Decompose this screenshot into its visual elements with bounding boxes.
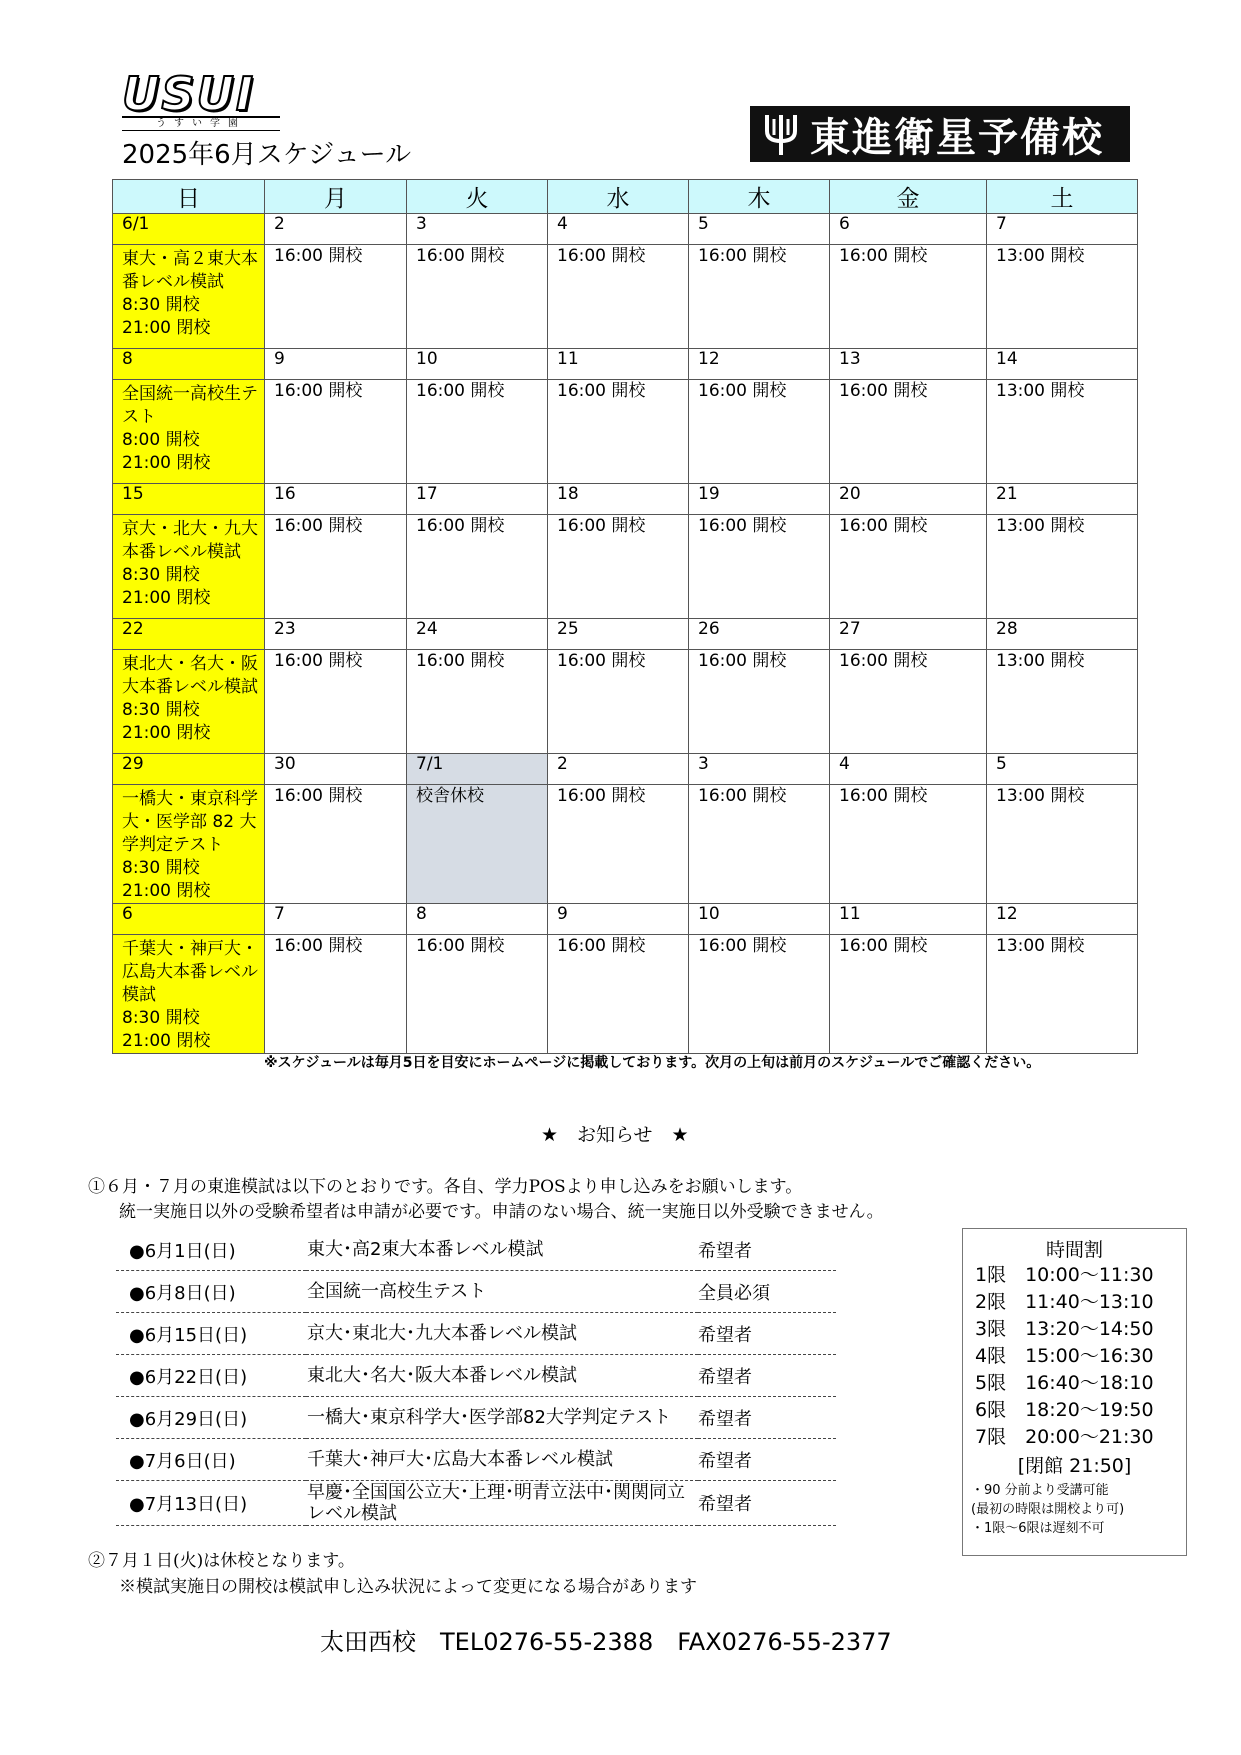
calendar-date: 11: [830, 904, 987, 935]
calendar-entry: 千葉大・神戸大・広島大本番レベル模試 8:30 開校 21:00 閉校: [113, 935, 265, 1054]
calendar-entry: 16:00 開校: [830, 245, 987, 349]
exam-date: ●6月29日(日): [116, 1397, 306, 1439]
exam-row: [116, 1481, 836, 1526]
calendar-entry: 京大・北大・九大本番レベル模試 8:30 開校 21:00 閉校: [113, 515, 265, 619]
calendar-entry: 16:00 開校: [830, 935, 987, 1054]
calendar-entry: 16:00 開校: [265, 245, 407, 349]
calendar-date: 2: [548, 754, 689, 785]
usui-logo-subtext: うすい学園: [122, 116, 280, 131]
schedule-note: ※スケジュールは毎月5日を目安にホームページに掲載しております。次月の上旬は前月のスケジュールでご確認ください。: [264, 1055, 1041, 1071]
calendar-date: 9: [265, 349, 407, 380]
exam-row: [116, 1439, 836, 1481]
page-title: 2025年6月スケジュール: [122, 140, 412, 170]
calendar-entry: 16:00 開校: [548, 935, 689, 1054]
calendar-date: 26: [689, 619, 830, 650]
calendar-entry: 全国統一高校生テスト 8:00 開校 21:00 閉校: [113, 380, 265, 484]
timetable-closing: [閉館 21:50]: [1017, 1455, 1132, 1477]
calendar-date: 6: [830, 214, 987, 245]
exam-date: ●6月15日(日): [116, 1313, 306, 1355]
calendar-date: 8: [407, 904, 548, 935]
trident-icon: [758, 111, 804, 157]
calendar-entry: 16:00 開校: [689, 515, 830, 619]
calendar-date-row: [113, 484, 1138, 515]
calendar-entry: 16:00 開校: [689, 650, 830, 754]
exam-target: 希望者: [698, 1229, 836, 1271]
calendar-entry: 校舎休校: [407, 785, 548, 904]
weekday-tue: 火: [407, 180, 548, 214]
calendar-date: 2: [265, 214, 407, 245]
calendar-date: 28: [987, 619, 1138, 650]
calendar-entry: 16:00 開校: [689, 785, 830, 904]
exam-name: 全国統一高校生テスト: [306, 1271, 698, 1313]
usui-logo: [122, 67, 282, 131]
calendar-date: 6/1: [113, 214, 265, 245]
calendar-date: 14: [987, 349, 1138, 380]
calendar-date: 30: [265, 754, 407, 785]
calendar-entry: 16:00 開校: [689, 935, 830, 1054]
calendar-entry: 一橋大・東京科学大・医学部 82 大学判定テスト 8:30 開校 21:00 閉校: [113, 785, 265, 904]
calendar-date: 3: [407, 214, 548, 245]
usui-logo-text: USUI: [122, 67, 255, 121]
exam-name: 京大･東北大･九大本番レベル模試: [306, 1313, 698, 1355]
calendar-entry: 16:00 開校: [548, 785, 689, 904]
calendar-date: 18: [548, 484, 689, 515]
calendar-entry: 16:00 開校: [407, 650, 548, 754]
calendar-entry: 16:00 開校: [548, 515, 689, 619]
calendar-entry: 16:00 開校: [265, 785, 407, 904]
calendar-entry: 16:00 開校: [548, 245, 689, 349]
exam-list: [116, 1229, 836, 1526]
exam-target: 希望者: [698, 1313, 836, 1355]
calendar-date: 17: [407, 484, 548, 515]
calendar-date: 8: [113, 349, 265, 380]
calendar-date: 27: [830, 619, 987, 650]
calendar-date: 20: [830, 484, 987, 515]
weekday-wed: 水: [548, 180, 689, 214]
timetable-period: 3限 13:20～14:50: [975, 1318, 1154, 1340]
notice-2-line-2: ※模試実施日の開校は模試申し込み状況によって変更になる場合があります: [119, 1577, 697, 1597]
exam-name: 一橋大･東京科学大･医学部82大学判定テスト: [306, 1397, 698, 1439]
exam-date: ●7月6日(日): [116, 1439, 306, 1481]
calendar-entry: 16:00 開校: [830, 650, 987, 754]
toshin-logo: [750, 106, 1130, 162]
exam-name: 早慶･全国国公立大･上理･明青立法中･関関同立レベル模試: [306, 1481, 698, 1526]
calendar-date: 10: [407, 349, 548, 380]
calendar-entry: 16:00 開校: [407, 935, 548, 1054]
calendar-date: 23: [265, 619, 407, 650]
calendar-entry-row: [113, 785, 1138, 904]
calendar-entry-row: [113, 935, 1138, 1054]
weekday-fri: 金: [830, 180, 987, 214]
calendar-date: 5: [987, 754, 1138, 785]
calendar-entry-row: [113, 515, 1138, 619]
calendar-date: 16: [265, 484, 407, 515]
calendar-date: 25: [548, 619, 689, 650]
calendar-date: 4: [830, 754, 987, 785]
calendar-date-row: [113, 349, 1138, 380]
exam-name: 東北大･名大･阪大本番レベル模試: [306, 1355, 698, 1397]
calendar-entry: 東北大・名大・阪大本番レベル模試 8:30 開校 21:00 閉校: [113, 650, 265, 754]
calendar-entry: 16:00 開校: [407, 245, 548, 349]
notice-title: ★ お知らせ ★: [541, 1124, 689, 1146]
timetable-note: (最初の時限は開校より可): [971, 1502, 1125, 1517]
exam-date: ●6月22日(日): [116, 1355, 306, 1397]
notice-1: [88, 1175, 884, 1225]
calendar-entry: 16:00 開校: [265, 380, 407, 484]
calendar-entry: 16:00 開校: [265, 650, 407, 754]
calendar-table: [112, 179, 1138, 1054]
notice-1-line-1: ①６月・７月の東進模試は以下のとおりです。各自、学力POSより申し込みをお願いします。: [88, 1177, 803, 1197]
calendar-date: 11: [548, 349, 689, 380]
calendar-date: 7/1: [407, 754, 548, 785]
exam-date: ●6月1日(日): [116, 1229, 306, 1271]
exam-target: 希望者: [698, 1355, 836, 1397]
calendar-entry: 16:00 開校: [830, 515, 987, 619]
calendar-entry: 東大・高２東大本番レベル模試 8:30 開校 21:00 閉校: [113, 245, 265, 349]
timetable-period: 1限 10:00～11:30: [975, 1264, 1154, 1286]
calendar-date: 19: [689, 484, 830, 515]
timetable-note: ・1限～6限は遅刻不可: [971, 1521, 1105, 1536]
calendar-date: 22: [113, 619, 265, 650]
timetable-title: 時間割: [1045, 1239, 1103, 1261]
notice-1-line-2: 統一実施日以外の受験希望者は申請が必要です。申請のない場合、統一実施日以外受験できません。: [119, 1202, 884, 1222]
exam-target: 希望者: [698, 1481, 836, 1526]
calendar-entry: 16:00 開校: [407, 515, 548, 619]
timetable-period: 4限 15:00～16:30: [975, 1345, 1154, 1367]
calendar-date: 12: [987, 904, 1138, 935]
calendar-entry: 13:00 開校: [987, 245, 1138, 349]
calendar-entry: 13:00 開校: [987, 785, 1138, 904]
notice-2: [88, 1548, 697, 1600]
weekday-sun: 日: [113, 180, 265, 214]
calendar-date: 7: [265, 904, 407, 935]
calendar-entry: 13:00 開校: [987, 935, 1138, 1054]
exam-date: ●7月13日(日): [116, 1481, 306, 1526]
calendar-entry: 16:00 開校: [548, 650, 689, 754]
exam-target: 希望者: [698, 1439, 836, 1481]
calendar-entry: 16:00 開校: [830, 380, 987, 484]
calendar-date: 5: [689, 214, 830, 245]
timetable-period: 2限 11:40～13:10: [975, 1291, 1154, 1313]
calendar-date: 21: [987, 484, 1138, 515]
weekday-header-row: [113, 180, 1138, 214]
calendar-entry-row: [113, 650, 1138, 754]
calendar-date-row: [113, 214, 1138, 245]
footer-contact: 太田西校 TEL0276-55-2388 FAX0276-55-2377: [320, 1628, 892, 1656]
calendar-date-row: [113, 904, 1138, 935]
calendar-date: 3: [689, 754, 830, 785]
calendar-date: 15: [113, 484, 265, 515]
calendar-date: 6: [113, 904, 265, 935]
calendar-date: 13: [830, 349, 987, 380]
calendar-date: 24: [407, 619, 548, 650]
calendar-entry: 13:00 開校: [987, 380, 1138, 484]
exam-name: 千葉大･神戸大･広島大本番レベル模試: [306, 1439, 698, 1481]
calendar-entry: 16:00 開校: [548, 380, 689, 484]
calendar-entry: 13:00 開校: [987, 515, 1138, 619]
calendar-entry: 16:00 開校: [265, 515, 407, 619]
exam-row: [116, 1229, 836, 1271]
timetable-box: [962, 1228, 1187, 1556]
timetable-period: 5限 16:40～18:10: [975, 1372, 1154, 1394]
weekday-thu: 木: [689, 180, 830, 214]
calendar-entry: 16:00 開校: [407, 380, 548, 484]
calendar-date: 10: [689, 904, 830, 935]
exam-row: [116, 1355, 836, 1397]
calendar-entry-row: [113, 245, 1138, 349]
exam-row: [116, 1313, 836, 1355]
calendar-date: 7: [987, 214, 1138, 245]
calendar-date: 9: [548, 904, 689, 935]
calendar-entry-row: [113, 380, 1138, 484]
calendar-date: 12: [689, 349, 830, 380]
exam-name: 東大･高2東大本番レベル模試: [306, 1229, 698, 1271]
exam-row: [116, 1397, 836, 1439]
exam-row: [116, 1271, 836, 1313]
calendar-date-row: [113, 754, 1138, 785]
weekday-mon: 月: [265, 180, 407, 214]
exam-target: 全員必須: [698, 1271, 836, 1313]
calendar-entry: 16:00 開校: [830, 785, 987, 904]
exam-target: 希望者: [698, 1397, 836, 1439]
notice-2-line-1: ②７月１日(火)は休校となります。: [88, 1551, 355, 1571]
exam-date: ●6月8日(日): [116, 1271, 306, 1313]
calendar-date: 29: [113, 754, 265, 785]
calendar-date: 4: [548, 214, 689, 245]
calendar-date-row: [113, 619, 1138, 650]
calendar-entry: 16:00 開校: [689, 245, 830, 349]
timetable-period: 6限 18:20～19:50: [975, 1399, 1154, 1421]
calendar-entry: 13:00 開校: [987, 650, 1138, 754]
timetable-period: 7限 20:00～21:30: [975, 1426, 1154, 1448]
calendar-entry: 16:00 開校: [265, 935, 407, 1054]
timetable-note: ・90 分前より受講可能: [971, 1483, 1109, 1498]
toshin-logo-text: 東進衛星予備校: [810, 114, 1104, 161]
weekday-sat: 土: [987, 180, 1138, 214]
calendar-entry: 16:00 開校: [689, 380, 830, 484]
